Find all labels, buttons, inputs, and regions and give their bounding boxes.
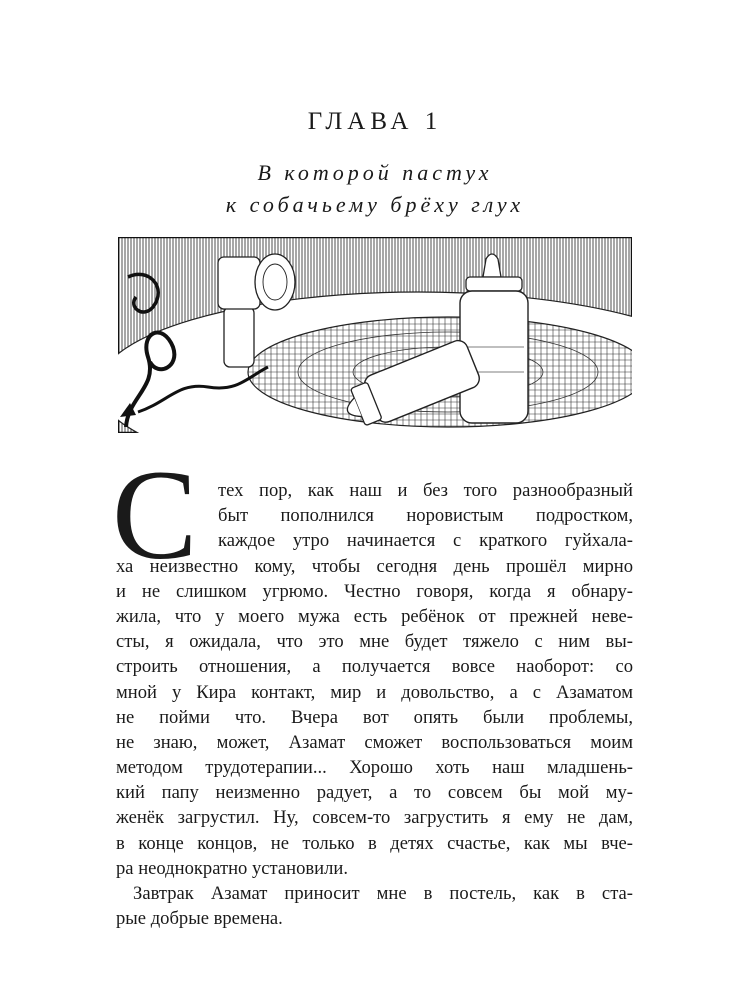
text-line: в конце концов, не только в детях счастье, как мы вче- — [116, 832, 633, 854]
chapter-number: ГЛАВА 1 — [307, 108, 443, 135]
chapter-subtitle-line-2: к собачьему брёху глух — [225, 192, 525, 217]
illustration-drawing — [118, 237, 632, 433]
text-line: кий папу неизменно радует, а то совсем бы мой му- — [116, 782, 633, 804]
text-line: сты, я ожидала, что это мне будет тяжело с ним вы- — [116, 631, 633, 653]
chapter-illustration — [118, 237, 632, 433]
text-line: женёк загрустил. Ну, совсем-то загрустить я ему не дам, — [116, 807, 633, 829]
text-line: не пойми что. Вчера вот опять были проблемы, — [116, 706, 633, 728]
text-line: строить отношения, а получается вовсе наоборот: со — [116, 656, 633, 678]
text-line: ха неизвестно кому, чтобы сегодня день прошёл мирно — [116, 555, 633, 577]
text-line: жила, что у моего мужа есть ребёнок от прежней неве- — [116, 605, 633, 627]
body-text — [116, 478, 633, 931]
text-line: методом трудотерапии... Хорошо хоть наш младшень- — [116, 757, 633, 779]
drop-cap: С — [112, 444, 198, 586]
chapter-subtitle-line-1: В которой пастух — [257, 160, 493, 185]
text-line: ра неоднократно установили. — [116, 857, 349, 879]
text-line: каждое утро начинается с краткого гуйхала- — [218, 530, 633, 552]
text-line: мной у Кира контакт, мир и довольство, а с Азаматом — [116, 681, 633, 703]
text-line: не знаю, может, Азамат сможет воспользоваться моим — [116, 731, 633, 753]
text-line: рые добрые времена. — [116, 908, 283, 930]
text-line: и не слишком угрюмо. Честно говоря, когда я обнару- — [116, 580, 633, 602]
text-line: быт пополнился норовистым подростком, — [218, 505, 633, 527]
text-line: тех пор, как наш и без того разнообразный — [218, 480, 633, 501]
text-line: Завтрак Азамат приносит мне в постель, как в ста- — [133, 883, 633, 904]
